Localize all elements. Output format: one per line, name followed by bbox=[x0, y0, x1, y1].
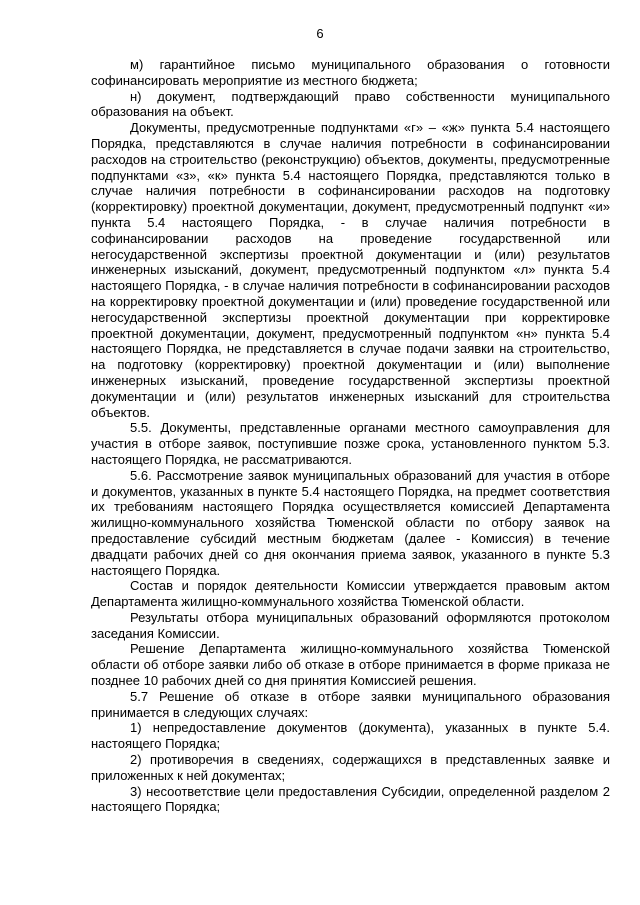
paragraph-m: м) гарантийное письмо муниципального образования о готовности софинансировать мероприятие из местного бюджета; bbox=[91, 57, 610, 88]
paragraph-case-2: 2) противоречия в сведениях, содержащихся в представленных заявке и приложенных к ней документах; bbox=[91, 752, 610, 783]
paragraph-department-decision: Решение Департамента жилищно-коммунального хозяйства Тюменской области об отборе заявки либо об отказе в отборе принимается в форме приказа не позднее 10 рабочих дней со дня принятия Комиссией решения. bbox=[91, 641, 610, 689]
document-body bbox=[91, 57, 610, 815]
paragraph-5-5: 5.5. Документы, представленные органами местного самоуправления для участия в отборе заявок, поступившие позже срока, установленного пунктом 5.3. настоящего Порядка, не рассматриваются. bbox=[91, 420, 610, 467]
paragraph-documents: Документы, предусмотренные подпунктами «г» – «ж» пункта 5.4 настоящего Порядка, представляются в случае наличия потребности в софинансировании расходов на строительство (реконструкцию) объектов, документы, предусмотренные подпунктами «з», «к» пункта 5.4 настоящего Порядка, представляются только в случае наличия потребности в софинансировании расходов на подготовку (корректировку) проектной документации, документ, предусмотренный подпункт «и» пункта 5.4 настоящего Порядка, - в случае наличия потребности в софинансировании расходов на проведение государственной или негосударственной экспертизы проектной документации и (или) результатов инженерных изысканий, документ, предусмотренный подпунктом «л» пункта 5.4 настоящего Порядка, - в случае наличия потребности в софинансировании расходов на корректировку проектной документации и (или) проведение государственной или негосударственной экспертизы проектной документации при корректировке проектной документации, документ, предусмотренный подпунктом «н» пункта 5.4 настоящего Порядка, не представляется в случае подачи заявки на строительство, на подготовку (корректировку) проектной документации и (или) выполнение инженерных изысканий, проведение государственной экспертизы проектной документации и (или) результатов инженерных изысканий для строительства объектов. bbox=[91, 120, 610, 420]
paragraph-n: н) документ, подтверждающий право собственности муниципального образования на объект. bbox=[91, 88, 610, 120]
paragraph-commission-composition: Состав и порядок деятельности Комиссии утверждается правовым актом Департамента жилищно-коммунального хозяйства Тюменской области. bbox=[91, 578, 610, 610]
paragraph-5-6: 5.6. Рассмотрение заявок муниципальных образований для участия в отборе и документов, указанных в пункте 5.4 настоящего Порядка, на предмет соответствия их требованиям настоящего Порядка осуществляется комиссией Департамента жилищно-коммунального хозяйства Тюменской области по отбору заявок на предоставление субсидий местным бюджетам (далее - Комиссия) в течение двадцати рабочих дней со дня окончания приема заявок, указанного в пункте 5.3 настоящего Порядка. bbox=[91, 467, 610, 578]
paragraph-case-3: 3) несоответствие цели предоставления Субсидии, определенной разделом 2 настоящего Порядка; bbox=[91, 783, 610, 815]
paragraph-case-1: 1) непредоставление документов (документа), указанных в пункте 5.4. настоящего Порядка; bbox=[91, 720, 610, 752]
page-number: 6 bbox=[316, 26, 324, 41]
paragraph-selection-results: Результаты отбора муниципальных образований оформляются протоколом заседания Комиссии. bbox=[91, 609, 610, 641]
paragraph-5-7: 5.7 Решение об отказе в отборе заявки муниципального образования принимается в следующих случаях: bbox=[91, 688, 610, 720]
